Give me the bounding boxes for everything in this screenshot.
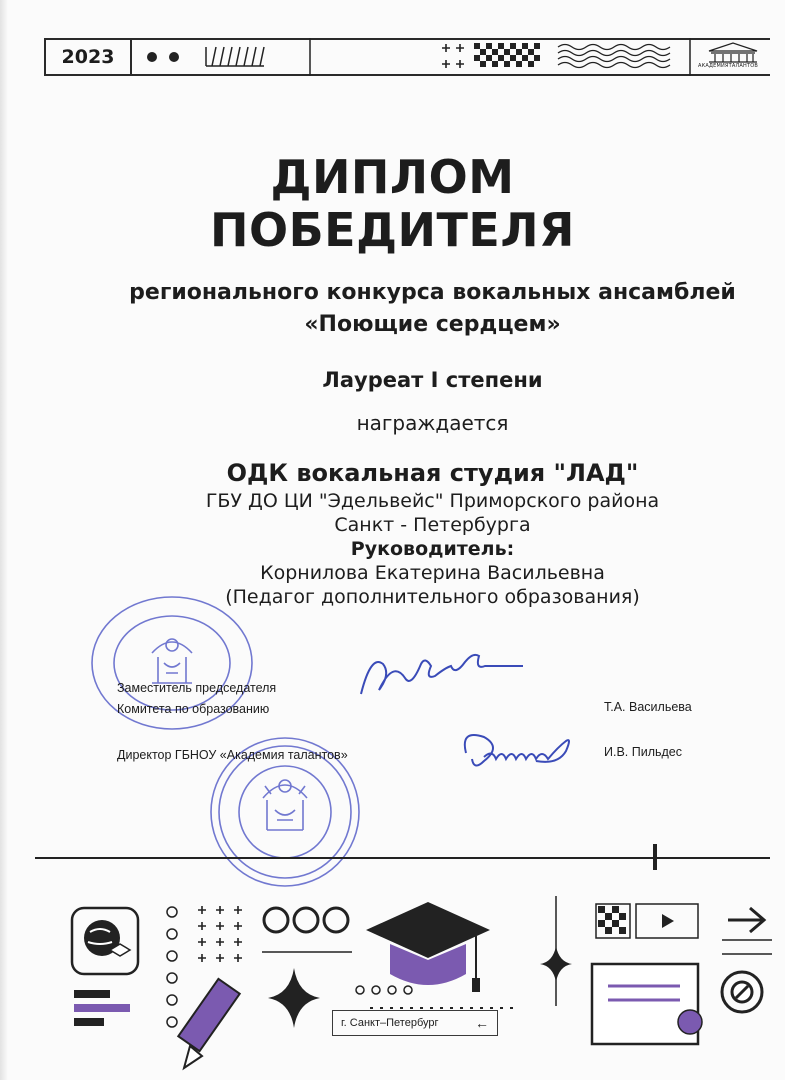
pencil-icon [178, 979, 239, 1068]
rings-icon [264, 908, 348, 932]
signatory1-name: Т.А. Васильева [604, 700, 692, 714]
institution-name: ГБУ ДО ЦИ "Эдельвейс" Приморского района [205, 490, 660, 512]
diploma-title-line1: ДИПЛОМ [270, 150, 515, 204]
signatory1-position-line2: Комитета по образованию [117, 702, 270, 716]
arrow-left-icon: ← [475, 1015, 489, 1031]
degree-text: Лауреат I степени [322, 368, 543, 392]
contest-name-line2: «Поющие сердцем» [304, 312, 561, 337]
sparkle-icon [268, 968, 320, 1028]
signature-vasilieva [353, 650, 533, 710]
checker-pattern-icon [474, 43, 540, 67]
wave-lines-icon [558, 45, 670, 68]
bar-lines-icon [74, 990, 130, 1026]
signatory2-position: Директор ГБНОУ «Академия талантов» [117, 748, 348, 762]
header-ornament [128, 38, 698, 76]
year-text: 2023 [61, 46, 115, 68]
small-circles-icon [356, 986, 412, 994]
forward-box-icon [636, 904, 698, 938]
footer-ornament [0, 840, 785, 1080]
diploma-title-line2: ПОБЕДИТЕЛЯ [210, 203, 575, 257]
signatory2-name: И.В. Пильдес [604, 745, 683, 759]
signature-pildes [456, 723, 596, 783]
institution-city: Санкт - Петербурга [334, 514, 531, 536]
contest-name-line1: регионального конкурса вокальных ансамблей [129, 280, 736, 305]
city-label-box [332, 1010, 498, 1036]
leader-heading: Руководитель: [350, 538, 515, 560]
signatory1-position-line1: Заместитель председателя [117, 681, 277, 695]
plus-grid-icon [198, 906, 242, 962]
plus-grid-icon [442, 44, 464, 68]
leader-name: Корнилова Екатерина Васильевна [260, 562, 605, 584]
dot-icon [147, 52, 157, 62]
academy-logo-caption: АКАДЕМИЯТАЛАНТОВ [698, 63, 759, 69]
year-badge [44, 38, 132, 76]
badge-icon [722, 972, 762, 1012]
slash-pattern-icon [206, 47, 264, 66]
graduation-cap-icon [366, 902, 490, 992]
star-icon [540, 946, 572, 982]
dot-icon [169, 52, 179, 62]
globe-icon [72, 908, 138, 974]
circle-column-icon [167, 907, 177, 1027]
city-label: г. Санкт–Петербург [341, 1017, 439, 1029]
arrow-right-icon [728, 908, 764, 932]
leader-role: (Педагог дополнительного образования) [225, 586, 640, 608]
checker-box-icon [596, 904, 630, 938]
certificate-icon [592, 964, 702, 1044]
awarded-text: награждается [356, 411, 509, 435]
recipient-name: ОДК вокальная студия "ЛАД" [226, 459, 639, 487]
